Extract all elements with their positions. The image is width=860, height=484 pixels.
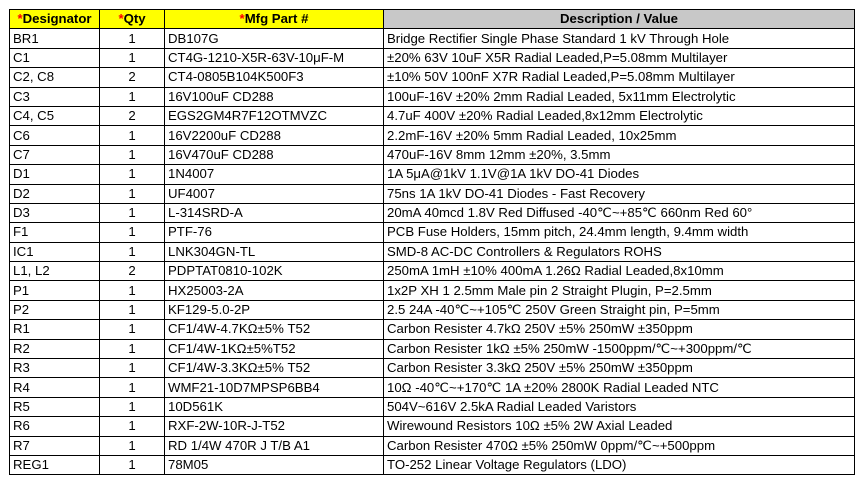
designator-cell: C3 — [10, 87, 100, 106]
description-cell: 1x2P XH 1 2.5mm Male pin 2 Straight Plugin, P=2.5mm — [384, 281, 855, 300]
table-row — [10, 68, 855, 87]
required-star: * — [239, 11, 245, 27]
mfg-part-cell: RD 1/4W 470R J T/B A1 — [165, 436, 384, 455]
table-row — [10, 184, 855, 203]
qty-cell: 1 — [100, 48, 165, 67]
description-cell: Wirewound Resistors 10Ω ±5% 2W Axial Leaded — [384, 417, 855, 436]
designator-cell: R4 — [10, 378, 100, 397]
qty-header — [100, 10, 165, 29]
designator-cell: P1 — [10, 281, 100, 300]
qty-cell: 1 — [100, 223, 165, 242]
description-cell: Carbon Resister 1kΩ ±5% 250mW -1500ppm/℃~+300ppm/℃ — [384, 339, 855, 358]
designator-cell: C7 — [10, 145, 100, 164]
description-cell: 2.5 24A -40℃~+105℃ 250V Green Straight pin, P=5mm — [384, 300, 855, 319]
mfg-part-cell: PDPTAT0810-102K — [165, 262, 384, 281]
qty-cell: 1 — [100, 126, 165, 145]
table-row — [10, 378, 855, 397]
mfg-part-cell: CT4G-1210-X5R-63V-10μF-M — [165, 48, 384, 67]
table-row — [10, 106, 855, 125]
qty-cell: 1 — [100, 87, 165, 106]
designator-cell: IC1 — [10, 242, 100, 261]
qty-cell: 1 — [100, 242, 165, 261]
description-cell: ±10% 50V 100nF X7R Radial Leaded,P=5.08mm Multilayer — [384, 68, 855, 87]
mfg-part-cell: L-314SRD-A — [165, 203, 384, 222]
qty-cell: 1 — [100, 184, 165, 203]
mfg-part-cell: HX25003-2A — [165, 281, 384, 300]
mfg-part-cell: PTF-76 — [165, 223, 384, 242]
qty-cell: 2 — [100, 68, 165, 87]
description-cell: Carbon Resister 470Ω ±5% 250mW 0ppm/℃~+500ppm — [384, 436, 855, 455]
required-star: * — [118, 11, 124, 27]
designator-cell: L1, L2 — [10, 262, 100, 281]
description-cell: 75ns 1A 1kV DO-41 Diodes - Fast Recovery — [384, 184, 855, 203]
table-row — [10, 281, 855, 300]
mfg-part-cell: CF1/4W-4.7KΩ±5% T52 — [165, 320, 384, 339]
table-row — [10, 397, 855, 416]
table-row — [10, 455, 855, 474]
designator-cell: R2 — [10, 339, 100, 358]
table-row — [10, 242, 855, 261]
mfg-part-cell: 16V100uF CD288 — [165, 87, 384, 106]
qty-cell: 1 — [100, 300, 165, 319]
header-row — [10, 10, 855, 29]
designator-cell: C4, C5 — [10, 106, 100, 125]
table-row — [10, 359, 855, 378]
description-cell: TO-252 Linear Voltage Regulators (LDO) — [384, 455, 855, 474]
description-cell: 250mA 1mH ±10% 400mA 1.26Ω Radial Leaded,8x10mm — [384, 262, 855, 281]
qty-cell: 1 — [100, 165, 165, 184]
description-cell: 470uF-16V 8mm 12mm ±20%, 3.5mm — [384, 145, 855, 164]
mfg-part-cell: 16V2200uF CD288 — [165, 126, 384, 145]
qty-cell: 1 — [100, 320, 165, 339]
mfg-part-cell: DB107G — [165, 29, 384, 48]
mfg-part-cell: RXF-2W-10R-J-T52 — [165, 417, 384, 436]
table-row — [10, 320, 855, 339]
designator-cell: C2, C8 — [10, 68, 100, 87]
table-row — [10, 223, 855, 242]
description-cell: SMD-8 AC-DC Controllers & Regulators ROHS — [384, 242, 855, 261]
qty-cell: 1 — [100, 145, 165, 164]
designator-cell: R3 — [10, 359, 100, 378]
description-cell: ±20% 63V 10uF X5R Radial Leaded,P=5.08mm Multilayer — [384, 48, 855, 67]
designator-cell: BR1 — [10, 29, 100, 48]
table-row — [10, 48, 855, 67]
qty-cell: 2 — [100, 262, 165, 281]
bom-body — [10, 29, 855, 475]
mfg-part-cell: UF4007 — [165, 184, 384, 203]
table-row — [10, 29, 855, 48]
designator-header-label: Designator — [22, 11, 92, 27]
mfg-part-cell: 10D561K — [165, 397, 384, 416]
mfg-part-cell: 16V470uF CD288 — [165, 145, 384, 164]
designator-cell: C6 — [10, 126, 100, 145]
description-cell: 504V~616V 2.5kA Radial Leaded Varistors — [384, 397, 855, 416]
designator-header — [10, 10, 100, 29]
table-row — [10, 126, 855, 145]
qty-cell: 1 — [100, 203, 165, 222]
qty-cell: 2 — [100, 106, 165, 125]
designator-cell: C1 — [10, 48, 100, 67]
designator-cell: R5 — [10, 397, 100, 416]
designator-cell: P2 — [10, 300, 100, 319]
table-row — [10, 436, 855, 455]
qty-cell: 1 — [100, 436, 165, 455]
mfg-part-cell: LNK304GN-TL — [165, 242, 384, 261]
description-cell: 100uF-16V ±20% 2mm Radial Leaded, 5x11mm Electrolytic — [384, 87, 855, 106]
mfg-part-header — [165, 10, 384, 29]
qty-cell: 1 — [100, 281, 165, 300]
qty-cell: 1 — [100, 29, 165, 48]
table-row — [10, 300, 855, 319]
designator-cell: D3 — [10, 203, 100, 222]
qty-cell: 1 — [100, 417, 165, 436]
mfg-part-cell: 1N4007 — [165, 165, 384, 184]
table-row — [10, 417, 855, 436]
designator-cell: F1 — [10, 223, 100, 242]
designator-cell: R6 — [10, 417, 100, 436]
mfg-part-cell: KF129-5.0-2P — [165, 300, 384, 319]
bom-table — [9, 9, 855, 475]
designator-cell: D1 — [10, 165, 100, 184]
qty-cell: 1 — [100, 397, 165, 416]
mfg-part-cell: EGS2GM4R7F12OTMVZC — [165, 106, 384, 125]
description-header — [384, 10, 855, 29]
mfg-part-cell: CT4-0805B104K500F3 — [165, 68, 384, 87]
table-row — [10, 145, 855, 164]
table-row — [10, 165, 855, 184]
designator-cell: R7 — [10, 436, 100, 455]
description-cell: Bridge Rectifier Single Phase Standard 1 kV Through Hole — [384, 29, 855, 48]
description-cell: 10Ω -40℃~+170℃ 1A ±20% 2800K Radial Leaded NTC — [384, 378, 855, 397]
mfg-part-header-label: Mfg Part # — [244, 11, 309, 27]
designator-cell: R1 — [10, 320, 100, 339]
table-row — [10, 203, 855, 222]
qty-cell: 1 — [100, 359, 165, 378]
mfg-part-cell: WMF21-10D7MPSP6BB4 — [165, 378, 384, 397]
qty-cell: 1 — [100, 455, 165, 474]
description-header-label: Description / Value — [560, 11, 678, 27]
table-row — [10, 87, 855, 106]
designator-cell: REG1 — [10, 455, 100, 474]
description-cell: 20mA 40mcd 1.8V Red Diffused -40℃~+85℃ 660nm Red 60° — [384, 203, 855, 222]
table-row — [10, 339, 855, 358]
qty-cell: 1 — [100, 378, 165, 397]
description-cell: Carbon Resister 4.7kΩ 250V ±5% 250mW ±350ppm — [384, 320, 855, 339]
designator-cell: D2 — [10, 184, 100, 203]
description-cell: 1A 5μA@1kV 1.1V@1A 1kV DO-41 Diodes — [384, 165, 855, 184]
description-cell: Carbon Resister 3.3kΩ 250V ±5% 250mW ±350ppm — [384, 359, 855, 378]
description-cell: 2.2mF-16V ±20% 5mm Radial Leaded, 10x25mm — [384, 126, 855, 145]
description-cell: 4.7uF 400V ±20% Radial Leaded,8x12mm Electrolytic — [384, 106, 855, 125]
table-row — [10, 262, 855, 281]
qty-cell: 1 — [100, 339, 165, 358]
mfg-part-cell: CF1/4W-1KΩ±5%T52 — [165, 339, 384, 358]
mfg-part-cell: CF1/4W-3.3KΩ±5% T52 — [165, 359, 384, 378]
required-star: * — [17, 11, 23, 27]
qty-header-label: Qty — [123, 11, 146, 27]
description-cell: PCB Fuse Holders, 15mm pitch, 24.4mm length, 9.4mm width — [384, 223, 855, 242]
mfg-part-cell: 78M05 — [165, 455, 384, 474]
